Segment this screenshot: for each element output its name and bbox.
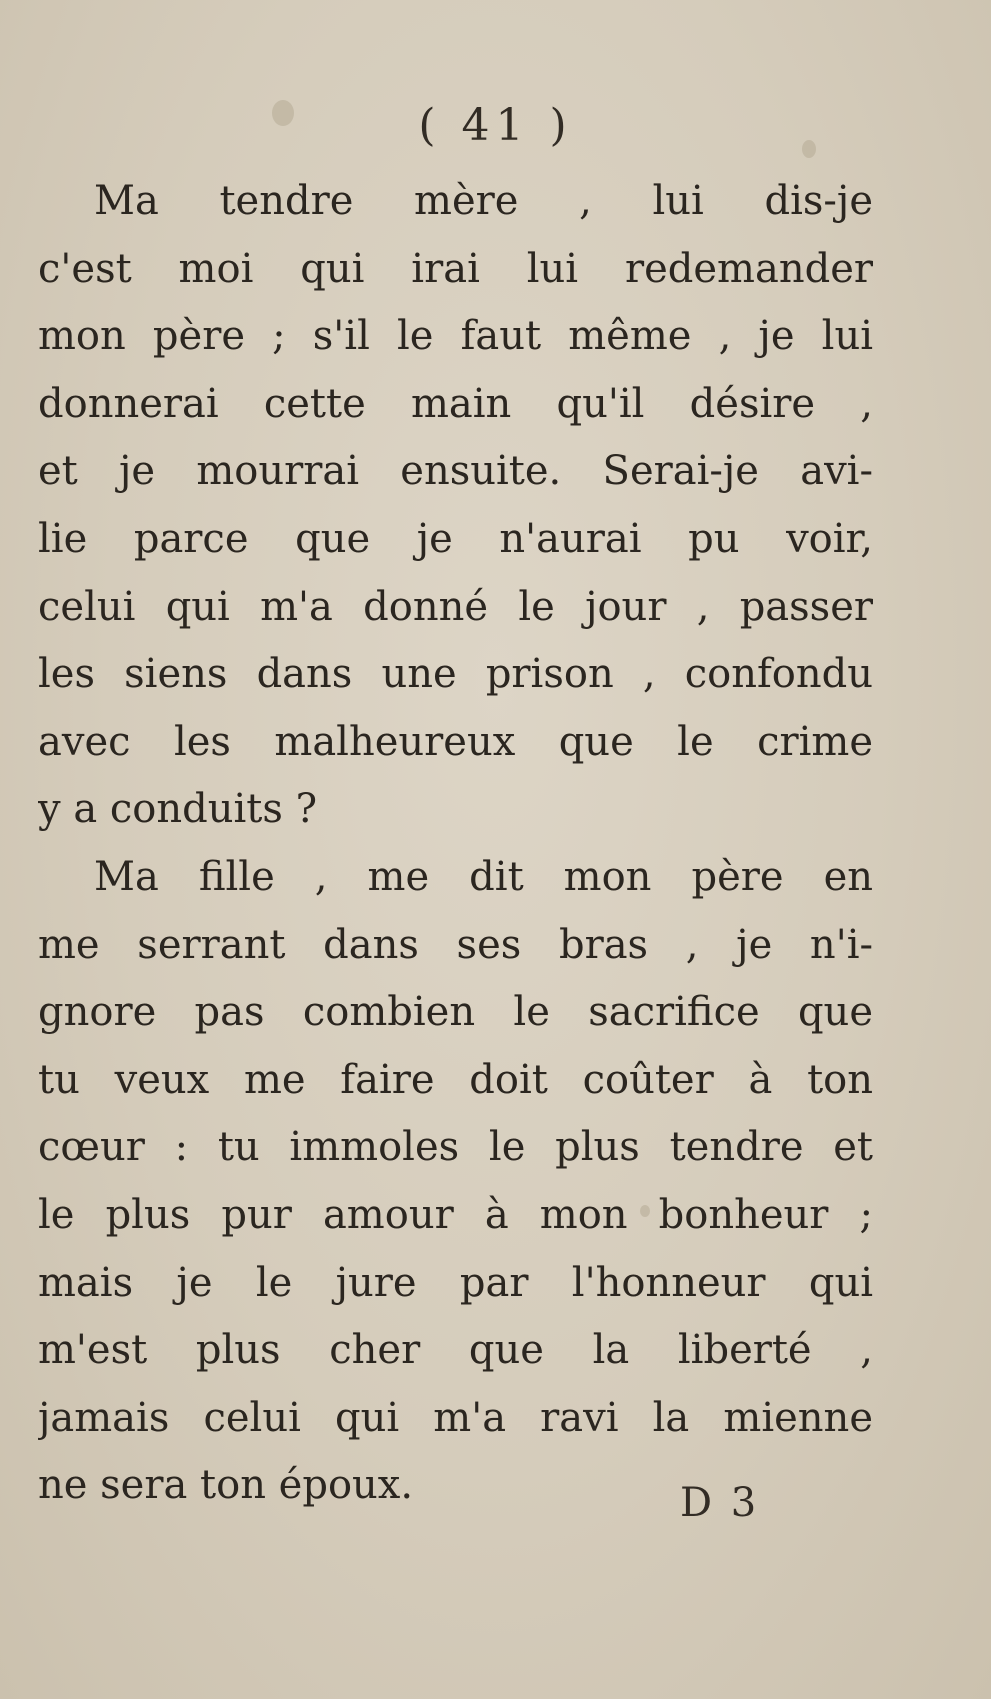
text-line: tu veux me faire doit coûter à ton bbox=[38, 1056, 873, 1103]
signature-mark: D 3 bbox=[680, 1480, 760, 1526]
text-line: avec les malheureux que le crime bbox=[38, 718, 873, 765]
text-line: Ma fille , me dit mon père en bbox=[94, 853, 873, 900]
text-line: les siens dans une prison , confondu bbox=[38, 651, 873, 698]
text-line: ne sera ton époux. bbox=[38, 1462, 414, 1509]
text-line: c'est moi qui irai lui redemander bbox=[38, 245, 873, 292]
text-line: mon père ; s'il le faut même , je lui bbox=[38, 313, 873, 360]
text-line: donnerai cette main qu'il désire , bbox=[38, 380, 873, 427]
text-line: cœur : tu immoles le plus tendre et bbox=[38, 1124, 873, 1171]
text-line: celui qui m'a donné le jour , passer bbox=[38, 583, 873, 630]
text-line: le plus pur amour à mon bonheur ; bbox=[38, 1191, 873, 1238]
page-number: ( 41 ) bbox=[418, 100, 573, 151]
text-line: et je mourrai ensuite. Serai-je avi- bbox=[38, 448, 873, 495]
text-line: jamais celui qui m'a ravi la mienne bbox=[38, 1394, 873, 1441]
body-text bbox=[38, 168, 873, 1520]
text-line: Ma tendre mère , lui dis-je bbox=[94, 178, 873, 224]
text-line: y a conduits ? bbox=[38, 786, 318, 833]
text-line: mais je le jure par l'honneur qui bbox=[38, 1259, 873, 1306]
text-line: m'est plus cher que la liberté , bbox=[38, 1327, 873, 1374]
text-line: lie parce que je n'aurai pu voir, bbox=[38, 515, 873, 562]
text-line: me serrant dans ses bras , je n'i- bbox=[38, 921, 873, 968]
text-line: gnore pas combien le sacrifice que bbox=[38, 989, 873, 1036]
